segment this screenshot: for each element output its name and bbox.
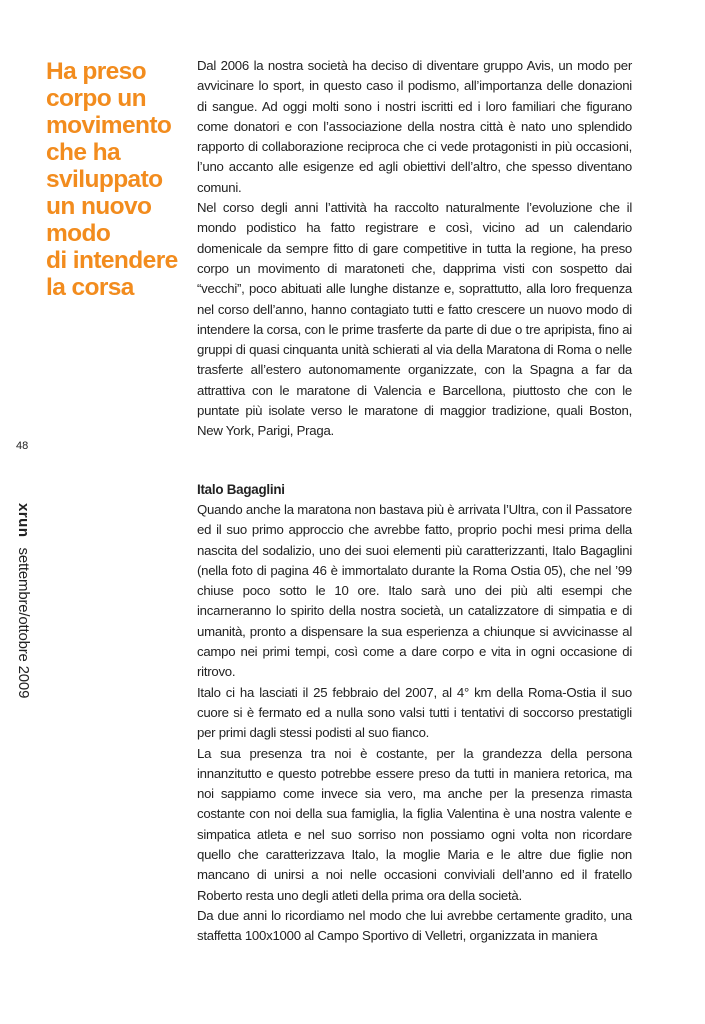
section-paragraph: Da due anni lo ricordiamo nel modo che lui avrebbe certamente gradito, una staffetta 100x1000 al Campo Sportivo di Velletri, organizzata in maniera [197,907,632,944]
headline [46,58,180,301]
section-title: Italo Bagaglini [197,481,285,497]
section-paragraph: La sua presenza tra noi è costante, per la grandezza della persona innanzitutto e questo potrebbe essere preso da tutti in maniera retorica, ma noi sappiamo come invece sia vero, ma anche per la presenza rimasta costante con noi della sua famiglia, la figlia Valentina è una nostra valente e simpatica atleta e nel suo sorriso non possiamo ogni volta non ricordare quello che caratterizzava Italo, la moglie Maria e le altre due figlie non mancano di unirsi a noi nelle occasioni conviviali dell’anno ed il fratello Roberto resta uno degli atleti della prima ora della società. [197,745,632,903]
intro-paragraph: Nel corso degli anni l’attività ha raccolto naturalmente l’evoluzione che il mondo podistico ha fatto registrare e così, vicino ad un calendario domenicale da sempre fitto di gare competitive in tutta la regione, ha preso corpo un movimento di maratoneti che, dapprima visti con sospetto dai “vecchi”, poco abituati alle lunghe distanze e, soprattutto, alla loro frequenza nel corso dell’anno, hanno contagiato tutti e fatto crescere un nuovo modo di intendere la corsa, con le prime trasferte da parte di due o tre apripista, fino ai gruppi di quasi cinquanta unità schierati al via della Maratona di Roma o nelle trasferte all’estero autonomamente organizzate, con la Spagna a far da attrattiva con le maratone di Valencia e Barcellona, piuttosto che con le puntate più isolate verso le maratone di maggior tradizione, quali Boston, New York, Parigi, Praga. [197,200,632,439]
page-number: 48 [16,440,29,452]
magazine-issue: settembre/ottobre 2009 [15,547,32,699]
headline-line: sviluppato [46,166,163,193]
headline-line: Ha preso [46,58,147,85]
headline-line: modo [46,220,111,247]
magazine-name: xrun [15,503,32,538]
section-paragraph: Italo ci ha lasciati il 25 febbraio del 2007, al 4° km della Roma-Ostia il suo cuore si è fermato ed a nulla sono valsi tutti i tentativi di soccorso prestatigli per primi dagli stessi podisti al suo fianco. [197,684,632,741]
headline-line: la corsa [46,274,134,301]
headline-line: un nuovo [46,193,152,220]
headline-line: di intendere [46,247,178,274]
intro-paragraph: Dal 2006 la nostra società ha deciso di diventare gruppo Avis, un modo per avvicinare lo sport, in questo caso il podismo, all’importanza delle donazioni di sangue. Ad oggi molti sono i nostri iscritti ed i loro familiari che figurano come donatori e con l’associazione della nostra città è nato uno splendido rapporto di collaborazione reciproca che ci vede protagonisti in più occasioni, l’uno accanto alle esigenze ed agli obiettivi dell’altro, che spesso diventano comuni. [197,58,632,195]
headline-line: movimento [46,112,172,139]
headline-line: corpo un [46,85,146,112]
magazine-sidebar [15,503,32,698]
section-paragraph: Quando anche la maratona non bastava più è arrivata l’Ultra, con il Passatore ed il suo primo approccio che avrebbe fatto, proprio pochi mesi prima della nascita del sodalizio, uno dei suoi elementi più caratterizzanti, Italo Bagaglini (nella foto di pagina 46 è immortalato durante la Roma Ostia 05), che nel ’99 chiuse poco sotto le 10 ore. Italo sarà uno dei più alti esempi che incarneranno lo spirito della nostra società, un catalizzatore di simpatia e di umanità, pronto a dispensare la sua esperienza a chiunque si avvicinasse al campo nei primi tempi, così come a dare corpo e vita in ogni occasione di ritrovo. [197,501,632,680]
headline-line: che ha [46,139,121,166]
section-spacer [197,442,632,480]
article-body [197,56,632,946]
